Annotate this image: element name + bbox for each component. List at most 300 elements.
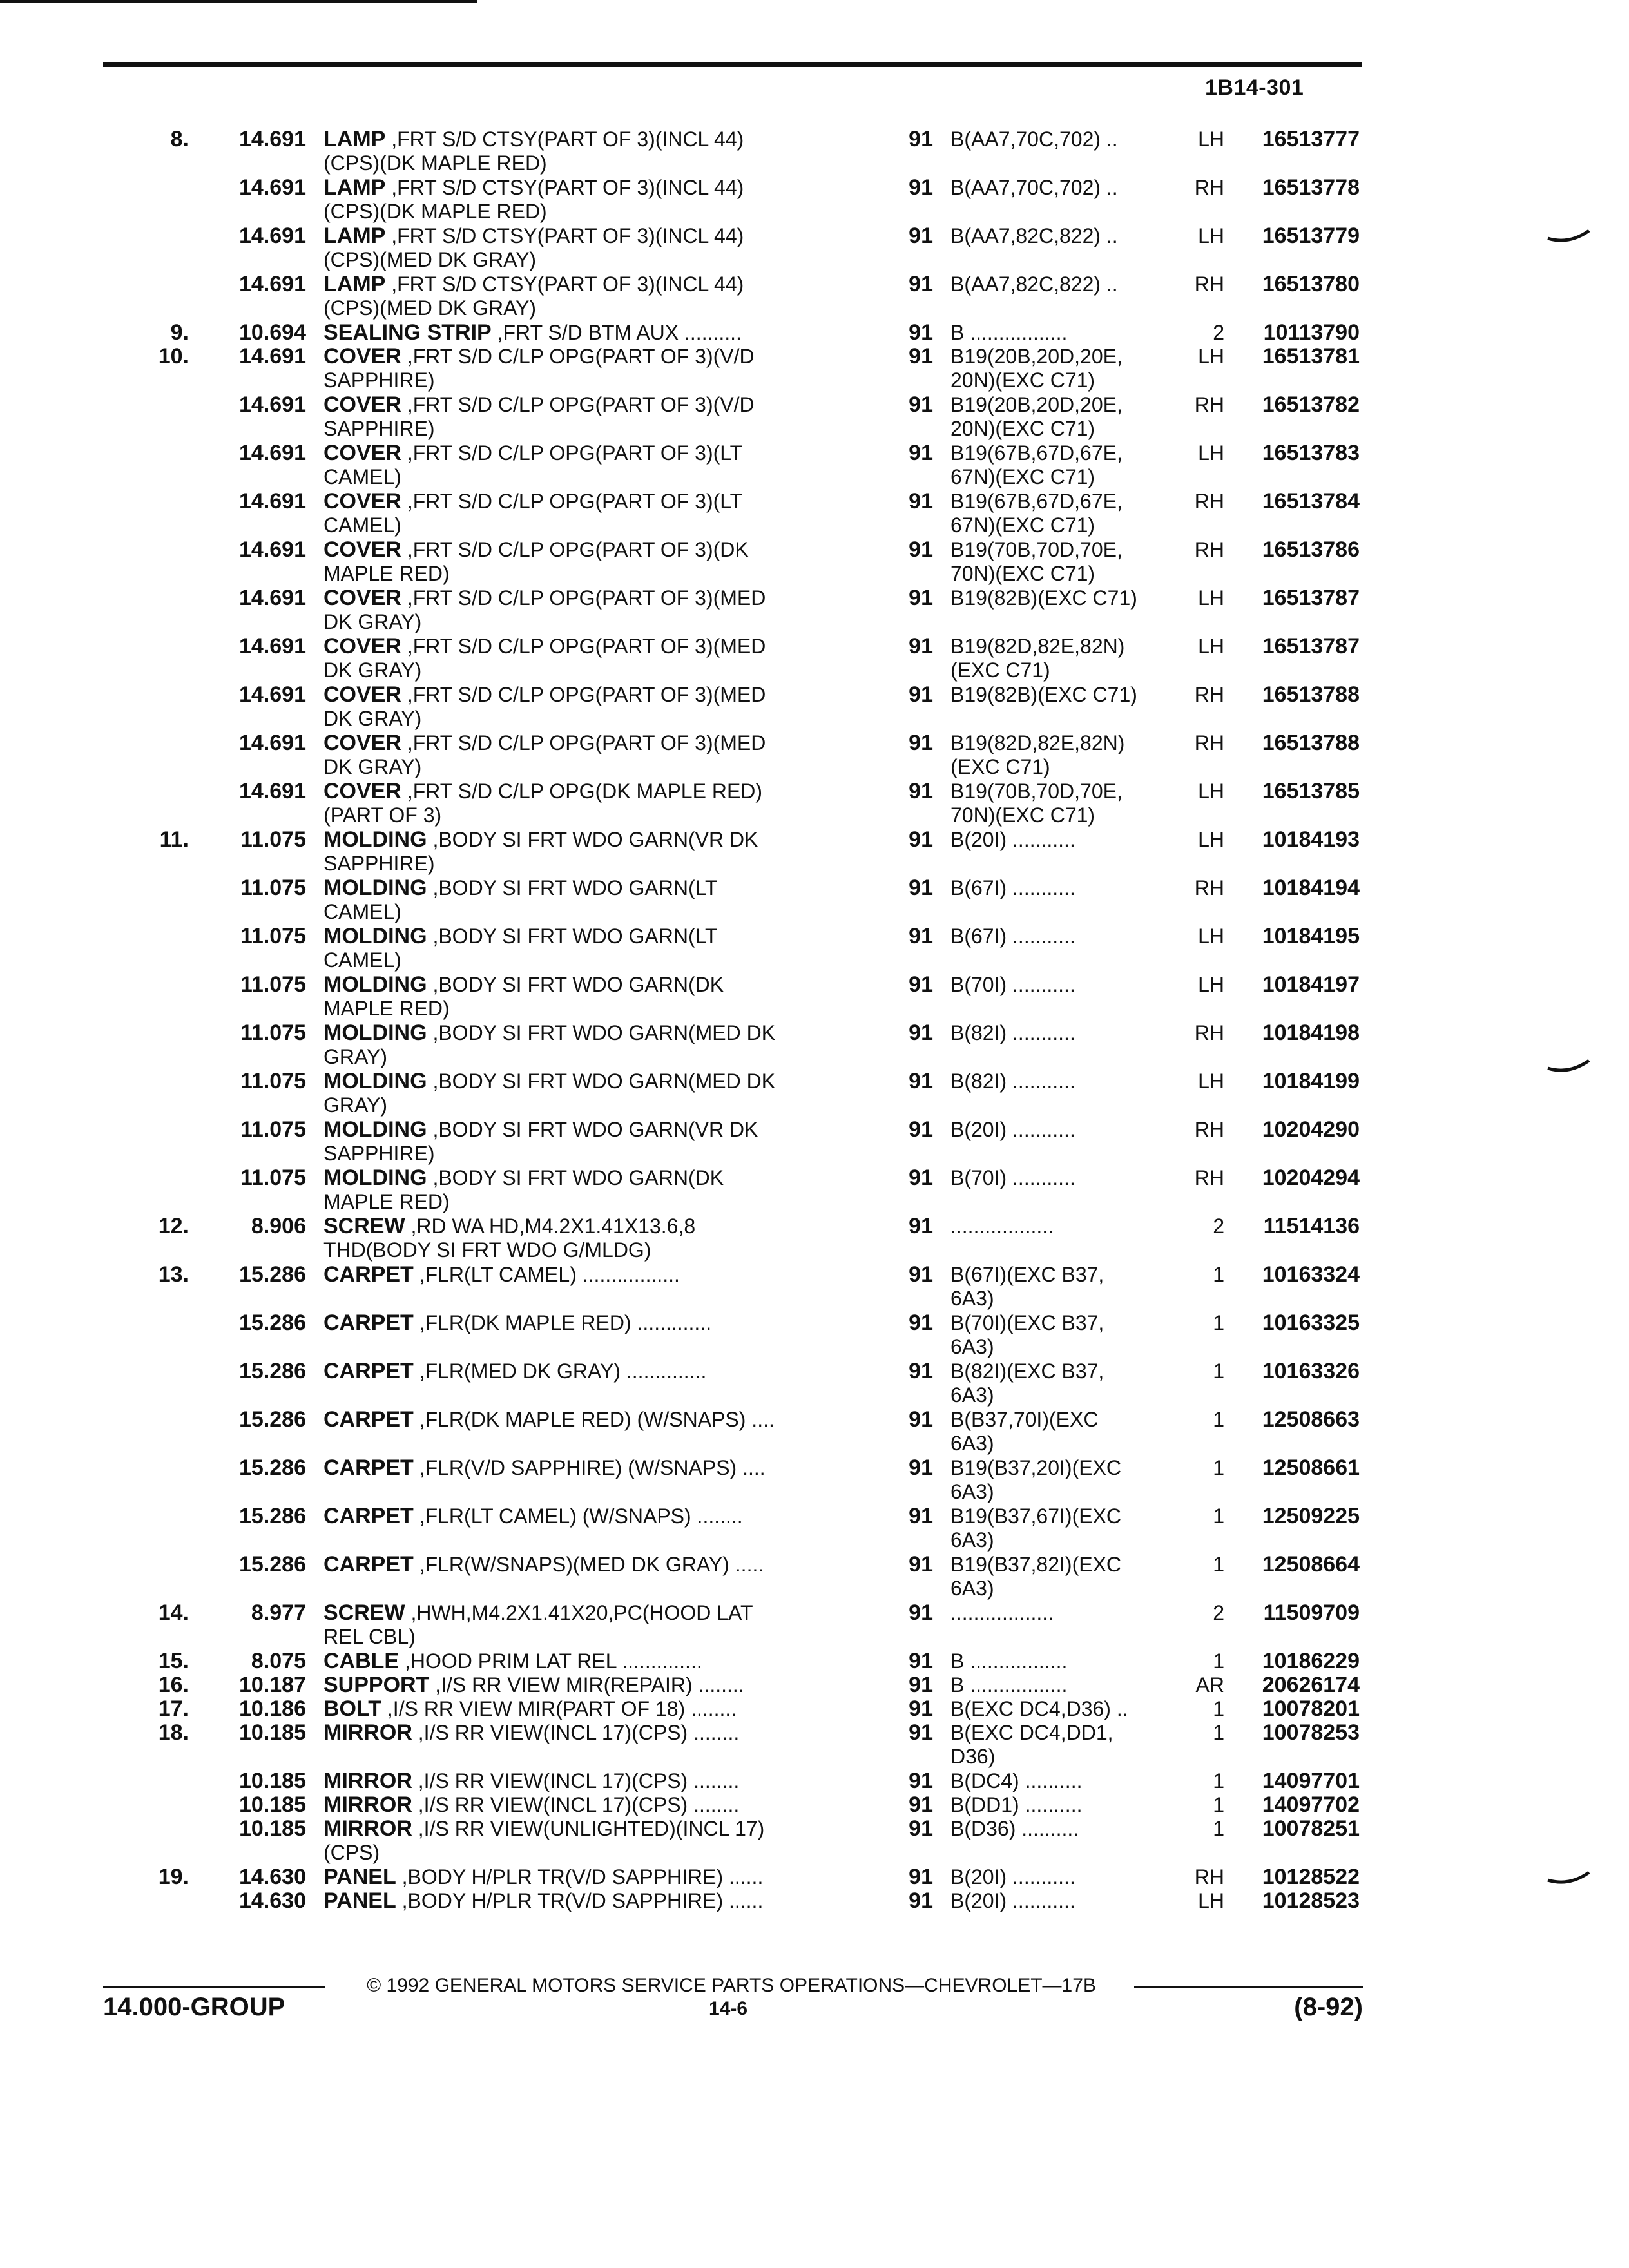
table-row	[0, 1793, 1629, 1817]
part-number: 16513784	[1262, 489, 1360, 514]
table-row	[0, 586, 1629, 635]
quantity: RH	[1194, 1166, 1224, 1189]
application	[950, 1504, 1175, 1552]
part-noun: CARPET	[323, 1359, 414, 1383]
part-noun: MOLDING	[323, 924, 427, 948]
group-number: 8.906	[251, 1214, 306, 1238]
quantity: LH	[1198, 586, 1224, 610]
group-number: 14.691	[239, 344, 306, 369]
ref-number: 15.	[158, 1649, 189, 1673]
quantity: RH	[1194, 731, 1224, 754]
part-description	[323, 1697, 858, 1721]
application	[950, 1215, 1175, 1238]
description-line-1: ,BODY H/PLR TR(V/D SAPPHIRE) ......	[396, 1889, 764, 1912]
part-noun: COVER	[323, 634, 401, 658]
part-description	[323, 1166, 858, 1214]
application-line-2: 6A3)	[950, 1577, 994, 1600]
quantity: LH	[1198, 128, 1224, 151]
application	[950, 1601, 1175, 1625]
model-year: 91	[909, 1262, 933, 1287]
application	[950, 441, 1175, 489]
description-line-1: ,BODY SI FRT WDO GARN(LT	[427, 876, 718, 899]
application-line-1: B .................	[950, 1673, 1068, 1696]
group-number: 11.075	[240, 972, 306, 997]
ref-number: 14.	[158, 1600, 189, 1625]
table-row	[0, 731, 1629, 780]
application-line-1: B(20I) ...........	[950, 828, 1075, 851]
model-year: 91	[909, 972, 933, 997]
description-line-2: MAPLE RED)	[323, 562, 450, 585]
application-line-1: B19(20B,20D,20E,	[950, 393, 1123, 416]
group-number: 14.691	[239, 779, 306, 803]
model-year: 91	[909, 1359, 933, 1383]
footer-copyright: © 1992 GENERAL MOTORS SERVICE PARTS OPERATIONS—CHEVROLET—17B	[367, 1975, 1096, 1996]
description-line-1: ,FRT S/D CTSY(PART OF 3)(INCL 44)	[385, 128, 744, 151]
application	[950, 490, 1175, 537]
model-year: 91	[909, 924, 933, 948]
part-description	[323, 1673, 858, 1697]
part-number: 10078253	[1262, 1720, 1360, 1745]
part-number: 12509225	[1262, 1504, 1360, 1528]
ref-number: 11.	[159, 827, 189, 852]
quantity: 1	[1213, 1311, 1224, 1334]
table-row	[0, 1118, 1629, 1166]
part-number: 14097701	[1262, 1769, 1360, 1793]
group-number: 11.075	[240, 1021, 306, 1045]
description-line-1: ,HOOD PRIM LAT REL ..............	[399, 1649, 702, 1673]
quantity: LH	[1198, 1889, 1224, 1912]
part-number: 20626174	[1262, 1673, 1360, 1697]
description-line-1: ,I/S RR VIEW(UNLIGHTED)(INCL 17)	[412, 1817, 765, 1840]
footer-revision-date: (8-92)	[1294, 1993, 1363, 2021]
part-number: 16513777	[1262, 127, 1360, 151]
application	[950, 1793, 1175, 1817]
group-number: 11.075	[240, 1069, 306, 1093]
model-year: 91	[909, 272, 933, 296]
application-line-1: B19(82D,82E,82N)	[950, 635, 1125, 658]
part-noun: MOLDING	[323, 1166, 427, 1190]
model-year: 91	[909, 779, 933, 803]
description-line-2: REL CBL)	[323, 1625, 416, 1648]
part-description	[323, 1311, 858, 1335]
description-line-1: ,FRT S/D C/LP OPG(PART OF 3)(MED	[401, 731, 766, 754]
part-description	[323, 973, 858, 1021]
description-line-2: SAPPHIRE)	[323, 417, 435, 440]
part-number: 10163324	[1262, 1262, 1360, 1287]
part-noun: MIRROR	[323, 1792, 412, 1817]
application-line-1: B19(B37,82I)(EXC	[950, 1553, 1122, 1576]
quantity: AR	[1195, 1673, 1224, 1696]
table-row	[0, 1408, 1629, 1456]
part-number: 10128523	[1262, 1888, 1360, 1913]
part-noun: COVER	[323, 441, 401, 465]
part-description	[323, 1817, 858, 1865]
part-number: 16513785	[1262, 779, 1360, 803]
quantity: LH	[1198, 345, 1224, 368]
description-line-1: ,FRT S/D C/LP OPG(PART OF 3)(MED	[401, 635, 766, 658]
model-year: 91	[909, 682, 933, 707]
table-row	[0, 1215, 1629, 1263]
application-line-1: B19(70B,70D,70E,	[950, 538, 1123, 561]
part-number: 10078201	[1262, 1696, 1360, 1721]
part-number: 12508664	[1262, 1552, 1360, 1577]
model-year: 91	[909, 1816, 933, 1841]
quantity: 1	[1213, 1769, 1224, 1792]
description-line-2: GRAY)	[323, 1093, 387, 1117]
table-row	[0, 1697, 1629, 1721]
footer-rule-left	[103, 1986, 325, 1988]
part-number: 16513780	[1262, 272, 1360, 296]
table-row	[0, 1553, 1629, 1601]
part-number: 10163325	[1262, 1311, 1360, 1335]
application	[950, 1721, 1175, 1769]
description-line-1: ,FLR(DK MAPLE RED) (W/SNAPS) ....	[413, 1408, 775, 1431]
quantity: 1	[1213, 1553, 1224, 1576]
table-row	[0, 876, 1629, 925]
table-row	[0, 441, 1629, 490]
group-number: 15.286	[239, 1552, 306, 1577]
table-row	[0, 1456, 1629, 1504]
description-line-1: ,FRT S/D CTSY(PART OF 3)(INCL 44)	[385, 273, 744, 296]
description-line-1: ,FLR(W/SNAPS)(MED DK GRAY) .....	[413, 1553, 764, 1576]
model-year: 91	[909, 634, 933, 658]
table-row	[0, 273, 1629, 321]
description-line-1: ,FRT S/D C/LP OPG(PART OF 3)(DK	[401, 538, 749, 561]
application	[950, 1553, 1175, 1600]
description-line-1: ,FRT S/D CTSY(PART OF 3)(INCL 44)	[385, 176, 744, 199]
table-row	[0, 780, 1629, 828]
table-row	[0, 828, 1629, 876]
group-number: 14.630	[239, 1865, 306, 1889]
table-row	[0, 1769, 1629, 1793]
application-line-2: (EXC C71)	[950, 658, 1050, 682]
application-line-1: B(20I) ...........	[950, 1118, 1075, 1141]
application-line-2: (EXC C71)	[950, 755, 1050, 778]
part-description	[323, 1601, 858, 1649]
part-description	[323, 1021, 858, 1069]
application-line-1: B(AA7,70C,702) ..	[950, 128, 1118, 151]
group-number: 14.691	[239, 392, 306, 417]
part-number: 10184195	[1262, 924, 1360, 948]
table-row	[0, 490, 1629, 538]
part-description	[323, 925, 858, 972]
group-number: 10.187	[239, 1673, 306, 1697]
quantity: LH	[1198, 1070, 1224, 1093]
group-number: 14.691	[239, 586, 306, 610]
application-line-1: B19(67B,67D,67E,	[950, 441, 1123, 465]
model-year: 91	[909, 1117, 933, 1142]
quantity: LH	[1198, 780, 1224, 803]
application	[950, 973, 1175, 997]
part-number: 10113790	[1263, 320, 1360, 345]
description-line-2: GRAY)	[323, 1045, 387, 1068]
model-year: 91	[909, 1600, 933, 1625]
application	[950, 1649, 1175, 1673]
application	[950, 1118, 1175, 1142]
description-line-2: DK GRAY)	[323, 610, 422, 633]
application-line-1: B(B37,70I)(EXC	[950, 1408, 1099, 1431]
model-year: 91	[909, 127, 933, 151]
description-line-1: ,HWH,M4.2X1.41X20,PC(HOOD LAT	[405, 1601, 753, 1624]
description-line-1: ,FRT S/D C/LP OPG(PART OF 3)(V/D	[401, 393, 755, 416]
description-line-2: MAPLE RED)	[323, 1190, 450, 1213]
application-line-2: 70N)(EXC C71)	[950, 562, 1095, 585]
application	[950, 1408, 1175, 1456]
description-line-2: (CPS)	[323, 1841, 380, 1864]
description-line-1: ,FRT S/D CTSY(PART OF 3)(INCL 44)	[385, 224, 744, 247]
model-year: 91	[909, 175, 933, 200]
ref-number: 10.	[158, 344, 189, 369]
model-year: 91	[909, 586, 933, 610]
application-line-1: B(DD1) ..........	[950, 1793, 1083, 1816]
group-number: 15.286	[239, 1311, 306, 1335]
table-row	[0, 224, 1629, 273]
group-number: 11.075	[240, 1117, 306, 1142]
part-number: 16513786	[1262, 537, 1360, 562]
quantity: LH	[1198, 224, 1224, 247]
description-line-2: (CPS)(DK MAPLE RED)	[323, 151, 547, 175]
part-description	[323, 273, 858, 320]
part-noun: LAMP	[323, 127, 386, 151]
application-line-1: B19(B37,67I)(EXC	[950, 1504, 1122, 1528]
part-description	[323, 1118, 858, 1166]
part-description	[323, 490, 858, 537]
description-line-1: ,FLR(LT CAMEL) .................	[413, 1263, 680, 1286]
quantity: LH	[1198, 973, 1224, 996]
part-number: 16513788	[1262, 682, 1360, 707]
description-line-1: ,FLR(MED DK GRAY) ..............	[413, 1360, 707, 1383]
part-noun: MIRROR	[323, 1769, 412, 1793]
ref-number: 12.	[158, 1214, 189, 1238]
application-line-2: 6A3)	[950, 1528, 994, 1552]
part-description	[323, 538, 858, 586]
part-description	[323, 224, 858, 272]
part-number: 10184197	[1262, 972, 1360, 997]
model-year: 91	[909, 1021, 933, 1045]
group-number: 15.286	[239, 1262, 306, 1287]
application	[950, 780, 1175, 827]
application	[950, 586, 1175, 610]
group-number: 15.286	[239, 1407, 306, 1432]
application	[950, 876, 1175, 900]
application	[950, 321, 1175, 345]
part-number: 14097702	[1262, 1792, 1360, 1817]
part-noun: MIRROR	[323, 1816, 412, 1841]
quantity: 1	[1213, 1721, 1224, 1744]
description-line-1: ,I/S RR VIEW MIR(REPAIR) ........	[429, 1673, 744, 1696]
description-line-1: ,I/S RR VIEW(INCL 17)(CPS) ........	[412, 1769, 740, 1792]
application	[950, 1360, 1175, 1407]
application	[950, 176, 1175, 200]
table-row	[0, 128, 1629, 176]
description-line-1: ,I/S RR VIEW MIR(PART OF 18) ........	[381, 1697, 737, 1720]
description-line-2: SAPPHIRE)	[323, 852, 435, 875]
quantity: 1	[1213, 1360, 1224, 1383]
part-description	[323, 1553, 858, 1577]
quantity: LH	[1198, 925, 1224, 948]
application	[950, 1889, 1175, 1913]
model-year: 91	[909, 1069, 933, 1093]
part-noun: COVER	[323, 779, 401, 803]
footer-rule-right	[1134, 1986, 1363, 1988]
group-number: 14.691	[239, 175, 306, 200]
table-row	[0, 1360, 1629, 1408]
description-line-1: ,FLR(LT CAMEL) (W/SNAPS) ........	[413, 1504, 743, 1528]
application	[950, 345, 1175, 392]
description-line-2: (CPS)(MED DK GRAY)	[323, 296, 537, 320]
part-number: 16513779	[1262, 224, 1360, 248]
application	[950, 1769, 1175, 1793]
part-number: 16513788	[1262, 731, 1360, 755]
part-number: 10186229	[1262, 1649, 1360, 1673]
model-year: 91	[909, 392, 933, 417]
description-line-1: ,FRT S/D C/LP OPG(PART OF 3)(MED	[401, 683, 766, 706]
application-line-2: 6A3)	[950, 1432, 994, 1455]
description-line-1: ,RD WA HD,M4.2X1.41X13.6,8	[405, 1215, 696, 1238]
model-year: 91	[909, 537, 933, 562]
model-year: 91	[909, 1456, 933, 1480]
application-line-1: B(AA7,70C,702) ..	[950, 176, 1118, 199]
application-line-2: 6A3)	[950, 1335, 994, 1358]
part-description	[323, 828, 858, 876]
table-row	[0, 345, 1629, 393]
application-line-2: D36)	[950, 1745, 996, 1768]
table-row	[0, 1817, 1629, 1865]
part-noun: SUPPORT	[323, 1673, 430, 1697]
application	[950, 1021, 1175, 1045]
part-description	[323, 876, 858, 924]
header-rule	[103, 62, 1362, 67]
ref-number: 8.	[170, 127, 189, 151]
application-line-1: B19(67B,67D,67E,	[950, 490, 1123, 513]
part-noun: SCREW	[323, 1600, 405, 1625]
part-description	[323, 780, 858, 827]
part-description	[323, 1456, 858, 1480]
part-noun: COVER	[323, 489, 401, 514]
application	[950, 1070, 1175, 1093]
part-description	[323, 393, 858, 441]
description-line-2: (CPS)(DK MAPLE RED)	[323, 200, 547, 223]
application-line-1: B(20I) ...........	[950, 1865, 1075, 1888]
quantity: 2	[1213, 1215, 1224, 1238]
quantity: 1	[1213, 1504, 1224, 1528]
top-edge-rule	[0, 0, 477, 3]
application	[950, 1263, 1175, 1311]
part-number: 10184194	[1262, 876, 1360, 900]
quantity: 1	[1213, 1697, 1224, 1720]
model-year: 91	[909, 1504, 933, 1528]
application-line-2: 67N)(EXC C71)	[950, 514, 1095, 537]
application-line-1: B(AA7,82C,822) ..	[950, 273, 1118, 296]
group-number: 14.691	[239, 489, 306, 514]
group-number: 11.075	[240, 924, 306, 948]
description-line-1: ,FRT S/D C/LP OPG(PART OF 3)(LT	[401, 490, 743, 513]
margin-mark	[1547, 1057, 1592, 1076]
table-row	[0, 1889, 1629, 1913]
group-number: 15.286	[239, 1456, 306, 1480]
model-year: 91	[909, 320, 933, 345]
part-noun: MOLDING	[323, 1069, 427, 1093]
application	[950, 683, 1175, 707]
table-row	[0, 321, 1629, 345]
application-line-1: B(DC4) ..........	[950, 1769, 1083, 1792]
part-noun: SCREW	[323, 1214, 405, 1238]
part-noun: LAMP	[323, 272, 386, 296]
part-noun: LAMP	[323, 175, 386, 200]
part-description	[323, 1769, 858, 1793]
group-number: 10.185	[239, 1816, 306, 1841]
quantity: 1	[1213, 1263, 1224, 1286]
application-line-2: 67N)(EXC C71)	[950, 465, 1095, 488]
group-number: 10.185	[239, 1720, 306, 1745]
part-description	[323, 1263, 858, 1287]
application-line-1: B(AA7,82C,822) ..	[950, 224, 1118, 247]
part-description	[323, 1865, 858, 1889]
part-description	[323, 128, 858, 175]
part-noun: LAMP	[323, 224, 386, 248]
part-noun: MOLDING	[323, 827, 427, 852]
quantity: RH	[1194, 176, 1224, 199]
application	[950, 1311, 1175, 1359]
ref-number: 17.	[158, 1696, 189, 1721]
group-number: 14.691	[239, 634, 306, 658]
quantity: RH	[1194, 1118, 1224, 1141]
ref-number: 16.	[158, 1673, 189, 1697]
application-line-1: B(67I) ...........	[950, 876, 1075, 899]
description-line-1: ,I/S RR VIEW(INCL 17)(CPS) ........	[412, 1793, 740, 1816]
part-noun: MOLDING	[323, 1021, 427, 1045]
group-number: 15.286	[239, 1504, 306, 1528]
application	[950, 1456, 1175, 1504]
description-line-1: ,FLR(DK MAPLE RED) .............	[413, 1311, 712, 1334]
part-noun: PANEL	[323, 1888, 396, 1913]
ref-number: 18.	[158, 1720, 189, 1745]
description-line-1: ,BODY SI FRT WDO GARN(DK	[427, 1166, 724, 1189]
ref-number: 19.	[158, 1865, 189, 1889]
application-line-1: B19(70B,70D,70E,	[950, 780, 1123, 803]
part-number: 16513782	[1262, 392, 1360, 417]
model-year: 91	[909, 344, 933, 369]
description-line-2: THD(BODY SI FRT WDO G/MLDG)	[323, 1238, 651, 1262]
description-line-1: ,FRT S/D C/LP OPG(PART OF 3)(V/D	[401, 345, 755, 368]
part-noun: COVER	[323, 586, 401, 610]
application	[950, 731, 1175, 779]
application-line-1: B .................	[950, 1649, 1068, 1673]
model-year: 91	[909, 1552, 933, 1577]
model-year: 91	[909, 1769, 933, 1793]
table-row	[0, 1649, 1629, 1673]
quantity: RH	[1194, 1021, 1224, 1044]
quantity: 1	[1213, 1408, 1224, 1431]
group-number: 8.977	[251, 1600, 306, 1625]
part-description	[323, 1215, 858, 1262]
description-line-1: ,BODY H/PLR TR(V/D SAPPHIRE) ......	[396, 1865, 764, 1888]
part-description	[323, 683, 858, 731]
ref-number: 13.	[158, 1262, 189, 1287]
description-line-2: CAMEL)	[323, 465, 401, 488]
model-year: 91	[909, 441, 933, 465]
part-number: 10184199	[1262, 1069, 1360, 1093]
application	[950, 393, 1175, 441]
group-number: 11.075	[240, 1166, 306, 1190]
parts-list	[0, 128, 1629, 1913]
application-line-1: B19(B37,20I)(EXC	[950, 1456, 1122, 1479]
quantity: 1	[1213, 1793, 1224, 1816]
part-number: 11509709	[1263, 1600, 1360, 1625]
application-line-1: ..................	[950, 1601, 1054, 1624]
application	[950, 1817, 1175, 1841]
model-year: 91	[909, 1888, 933, 1913]
